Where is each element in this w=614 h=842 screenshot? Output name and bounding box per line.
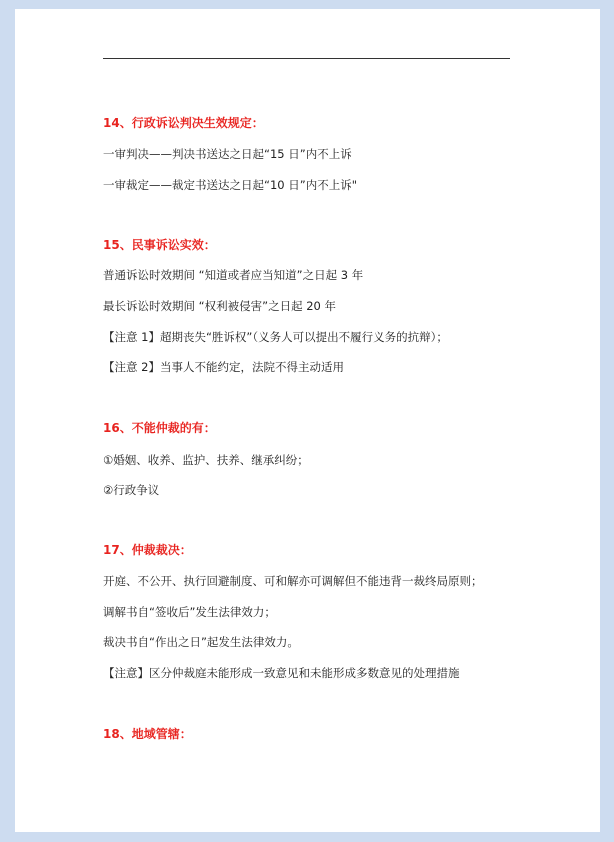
document-page bbox=[15, 9, 600, 832]
section-16-line-2: ②行政争议 bbox=[103, 483, 160, 497]
header-divider bbox=[103, 58, 510, 59]
section-heading-14: 14、行政诉讼判决生效规定： bbox=[103, 116, 264, 130]
section-17-line-2: 调解书自“签收后”发生法律效力； bbox=[103, 605, 276, 619]
section-heading-17: 17、仲裁裁决： bbox=[103, 543, 192, 557]
section-14-line-1: 一审判决——判决书送达之日起“15 日”内不上诉 bbox=[103, 147, 352, 161]
section-15-note-2: 【注意 2】当事人不能约定，法院不得主动适用 bbox=[103, 360, 344, 374]
section-heading-16: 16、不能仲裁的有： bbox=[103, 421, 216, 435]
section-15-line-1: 普通诉讼时效期间 “知道或者应当知道”之日起 3 年 bbox=[103, 268, 364, 282]
section-17-line-1: 开庭、不公开、执行回避制度、可和解亦可调解但不能违背一裁终局原则； bbox=[103, 574, 483, 588]
section-15-note-1: 【注意 1】超期丧失“胜诉权”（义务人可以提出不履行义务的抗辩）； bbox=[103, 330, 448, 344]
section-17-note: 【注意】区分仲裁庭未能形成一致意见和未能形成多数意见的处理措施 bbox=[103, 666, 460, 680]
section-15-line-2: 最长诉讼时效期间 “权利被侵害”之日起 20 年 bbox=[103, 299, 337, 313]
section-heading-15: 15、民事诉讼实效： bbox=[103, 238, 216, 252]
section-17-line-3: 裁决书自“作出之日”起发生法律效力。 bbox=[103, 635, 299, 649]
section-heading-18: 18、地域管辖： bbox=[103, 727, 192, 741]
section-14-line-2: 一审裁定——裁定书送达之日起“10 日”内不上诉" bbox=[103, 178, 357, 192]
section-16-line-1: ①婚姻、收养、监护、扶养、继承纠纷； bbox=[103, 453, 309, 467]
